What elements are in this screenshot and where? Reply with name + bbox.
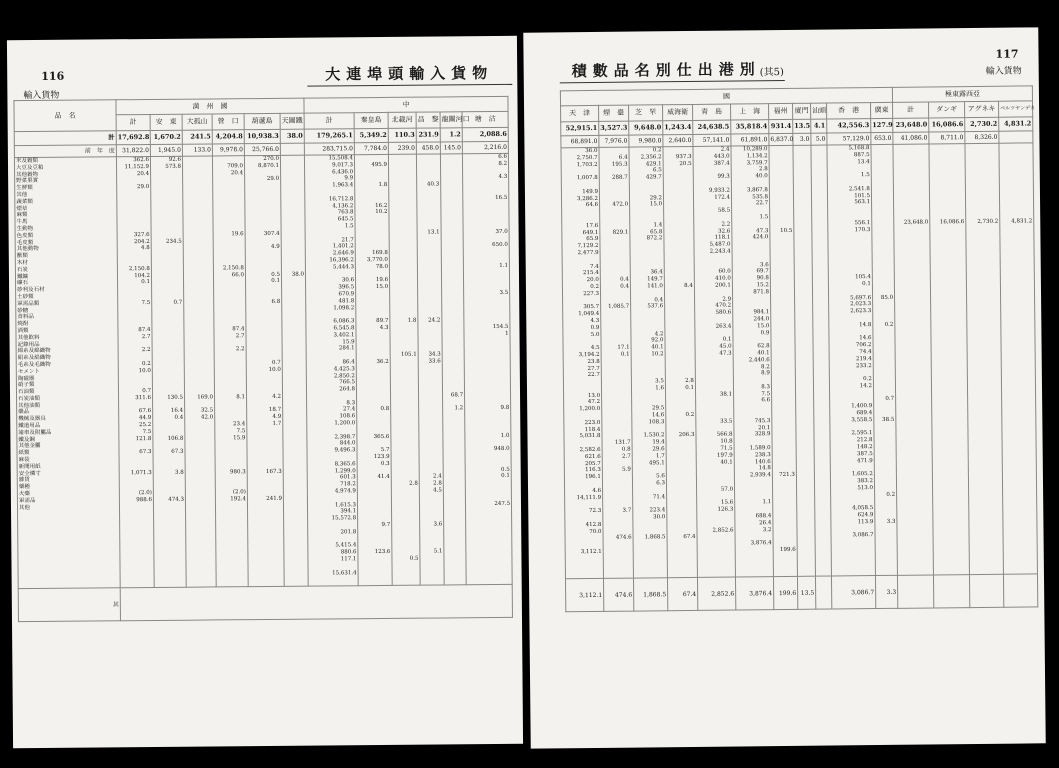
right-data-table [560, 85, 1038, 612]
item-header: 品 名 [14, 100, 116, 132]
value-column [150, 156, 186, 587]
column-values: 495.9 1.8 16.2 10.2 169.8 3,770.0 78.0 19.6 15.0 89.7 4.3 36.2 0.8 365.6 5.7 123.9 0.3 41.4 9.7 123.6 [366, 154, 391, 556]
prev-year-label: 前 年 度 [14, 145, 116, 158]
prev-cell: 133.0 [182, 144, 212, 156]
total-cell: 42,556.3 [827, 119, 871, 133]
prev-cell: 239.0 [388, 142, 416, 154]
total-cell: 241.5 [182, 130, 212, 144]
total-cell: 179,265.1 [304, 129, 354, 143]
col-header: 煙 臺 [599, 105, 629, 121]
footer-row [18, 584, 512, 621]
footer-cell: 3,086.7 [831, 576, 875, 609]
prev-cell: 6,837.0 [769, 133, 793, 145]
prev-cell: 61,891.0 [731, 134, 769, 146]
value-column [182, 156, 216, 587]
total-cell: 4.1 [811, 119, 827, 133]
item-label-column [14, 157, 120, 589]
total-cell: 3,527.3 [599, 121, 629, 135]
col-header: ダンギ [929, 102, 965, 118]
column-values: 709.0 20.4 19.6 2,150.8 66.0 87.4 2.7 2.2 8.1 23.4 7.5 15.9 980.3 (2.0) 192.4 [222, 156, 246, 503]
value-column [629, 147, 668, 578]
value-column [561, 147, 604, 578]
value-column [965, 143, 1004, 574]
prev-cell: 9,978.0 [212, 144, 244, 156]
prev-cell: 283,715.0 [304, 143, 354, 155]
prev-cell: 31,822.0 [116, 144, 150, 156]
column-values: 1.8 105.1 2.8 0.5 [400, 154, 419, 562]
right-running-head: 輸入貨物 [985, 66, 1022, 77]
total-cell: 52,915.1 [561, 121, 599, 135]
left-page-number: 116 [41, 69, 65, 83]
item-labels: 米及穀類 大豆及豆粕 其他穀物 野菜果實 生鮮類 其他 蔬菜類 煙草 麻類 牛馬 生動物 色皮類 毛皮類 其他動物 獸類 木材 石炭 鐵鑛 礦石 砂利及石材 土砂類 軍需品類 砂糖 食料品 燒酎 酒類 其他飲料 記錄用品 綿糸及綿織物 絹糸及絹織物 毛糸及毛織物 セメント 陶磁器 硝子類 石油類 石炭油類 其他油類 藥品 機械及器具 鐵道用品 諸車及附屬品 鐵及鋼 其他金屬 紙類 麻袋 新聞用紙 安全燐寸 雜貨 藥種 火藥 軍需品 其他 [15, 157, 52, 511]
value-column [999, 143, 1038, 574]
value-column [116, 156, 154, 587]
prev-cell: 2,640.0 [663, 134, 693, 146]
total-cell: 4,831.2 [999, 117, 1033, 131]
total-cell: 231.9 [416, 128, 440, 142]
total-cell: 1,243.4 [663, 120, 693, 134]
total-cell: 1,670.2 [150, 130, 182, 144]
total-cell: 4,204.8 [212, 130, 244, 144]
column-values: 85.0 0.2 0.7 38.5 0.2 3.3 [880, 144, 896, 525]
right-page [523, 27, 1045, 748]
column-values: 937.3 20.5 8.4 2.8 0.1 0.2 206.3 67.4 [675, 146, 696, 541]
left-page [7, 36, 523, 748]
prev-cell [280, 143, 304, 155]
value-column [893, 144, 934, 575]
value-column [693, 146, 736, 577]
value-column [731, 146, 774, 577]
prev-cell: 3.0 [793, 133, 811, 145]
column-values: 16,086.6 [939, 144, 968, 545]
col-header: 北載河 [388, 112, 416, 128]
total-cell: 2,730.2 [965, 117, 999, 131]
left-page-title: 大連埠頭輸入貨物 [325, 63, 494, 84]
value-column [354, 154, 392, 585]
footer-cell [897, 575, 933, 608]
value-column [827, 145, 876, 576]
footer-cell: 3,112.1 [565, 578, 603, 611]
column-values: 36.0 2,750.7 1,703.2 1,007.8 149.9 3,286.2 64.6 17.6 649.1 65.9 7,129.2 2,477.9 7.4 215.4 20.0 0.2 227.3 305.7 1,049.4 4.3 0.9 5.0 4.5 3,194.2 23.8 27.7 22.7 13.0 47.2 1,200.0 223.0 118.4 5,031.8 2,582.6 621.6 205.7 116.3 196.1 4.6 14,111.9 72.3 412.8 70.0 3,112.1 [576, 147, 602, 556]
col-header: 威海衛 [663, 104, 693, 120]
column-values: 40.3 13.1 24.2 34.3 33.6 2.4 2.8 4.5 3.6 5.1 [426, 154, 443, 555]
total-row-label: 計 [14, 131, 116, 146]
prev-cell [999, 131, 1033, 143]
column-values: 15,508.4 9,017.3 6,436.0 9.9 1,963.4 16,712.8 4,136.2 763.8 645.5 1.5 21.7 1,401.2 2,646.9 16,396.2 5,444.3 30.6 396.5 670.9 481.8 1,098.2 6,086.3 6,545.8 3,402.1 15.9 284.1 86.4 4,425.3 2,850.2 766.5 264.8 8.3 27.4 108.6 1,200.0 2,398.7 844.0 9,496.3 8,365.6 1,299.0 601.3 718.2 4,974.9 1,615.3 394.1 15,572.8 201.8 5,415.4 880.6 117.1 15,631.4 [328, 155, 357, 577]
region-header-manchuria: 満 州 國 [116, 98, 304, 115]
left-running-head: 輸入貨物 [23, 90, 60, 102]
value-column [929, 144, 970, 575]
col-header: 塘 沽 [462, 111, 508, 127]
footer-cell [969, 574, 1003, 607]
col-header: 秦皇島 [354, 112, 388, 128]
prev-cell: 68,891.0 [561, 135, 599, 147]
total-cell: 16,086.6 [929, 118, 965, 132]
footer-cell [933, 575, 969, 608]
total-cell: 1.2 [440, 128, 462, 142]
footer-cell: 2,852.6 [697, 577, 735, 610]
prev-cell: 5.0 [811, 133, 827, 145]
prev-cell: 8,326.0 [965, 131, 999, 143]
total-cell: 127.9 [871, 118, 893, 132]
column-values: 4,831.2 [1011, 143, 1036, 544]
col-header: 香 港 [827, 103, 871, 119]
col-header: 廈門 [793, 103, 811, 119]
right-page-number: 117 [995, 47, 1019, 61]
col-header: 上 海 [731, 104, 769, 120]
col-header: 芝 罘 [629, 105, 663, 121]
column-values: 169.0 32.5 42.0 [197, 156, 214, 496]
total-cell: 35,818.4 [731, 120, 769, 134]
prev-cell: 57,129.0 [827, 133, 871, 145]
total-cell: 5,349.2 [354, 128, 388, 142]
prev-cell: 8,711.0 [929, 132, 965, 144]
col-header: 計 [116, 114, 150, 130]
region-header-china: 中 [304, 96, 508, 113]
column-values: 6.4 195.3 288.7 472.0 829.1 0.4 0.4 1,085.7 17.1 0.1 131.7 0.8 2.7 5.9 3.7 474.6 [608, 147, 632, 542]
total-cell: 23,648.0 [893, 118, 929, 132]
footer-cell: 13.5 [797, 576, 815, 609]
prev-cell: 145.0 [440, 142, 462, 154]
column-values: 38.0 [291, 155, 306, 502]
total-cell: 10,938.3 [244, 129, 280, 143]
value-column [599, 147, 634, 578]
total-cell: 13.5 [793, 119, 811, 133]
prev-cell: 57,141.0 [693, 134, 731, 146]
item-rows [14, 153, 512, 588]
footer-cell: 67.4 [667, 577, 697, 610]
region-header-far-east-russia: 極東露西亞 [892, 86, 1032, 102]
prev-cell: 7,784.0 [354, 142, 388, 154]
footer-label: 其 [18, 588, 120, 622]
column-values: 2,730.2 [977, 143, 1002, 544]
col-header: 廣東 [871, 102, 893, 118]
value-column [212, 156, 248, 587]
prev-cell: 1,945.0 [150, 144, 182, 156]
column-values: 5,168.8 887.5 13.4 1.5 2,541.8 101.5 563.1 556.1 170.3 105.4 0.1 5,697.6 2,023.3 2,623.3 14.8 14.6 706.2 74.4 219.4 233.2 0.2 14.2 1,400.9 689.4 3,558.5 2,595.1 212.8 148.2 387.5 471.9 1,605.2 383.2 513.0 4,058.5 624.9 113.9 3,086.7 [848, 145, 874, 539]
col-header: 福州 [769, 103, 793, 119]
footer-row [565, 574, 1037, 612]
total-cell: 9,648.0 [629, 121, 663, 135]
column-values: 10,289.0 1,134.2 3,759.7 2.8 40.0 3,867.8 535.8 22.7 1.5 47.3 424.0 3.6 69.7 90.8 15.2 871.8 984.1 244.0 15.0 0.9 62.8 40.1 2,440.6 8.2 8.9 8.3 7.5 6.6 745.3 20.1 328.9 1,589.0 238.3 140.6 14.8 2,939.4 1.1 688.4 26.4 3.2 3,876.4 [742, 146, 772, 547]
column-values: 92.6 573.8 234.5 0.7 130.5 16.4 0.4 106.8 67.3 3.8 474.3 [165, 156, 184, 503]
value-column [663, 146, 698, 577]
col-header: 計 [304, 113, 354, 129]
right-page-title: 積數品名別仕出港別 [571, 60, 761, 81]
prev-cell: 7,976.0 [599, 135, 629, 147]
column-values: 2.4 443.0 387.4 99.3 9,933.2 172.4 58.5 2.2 32.6 118.1 5,487.0 2,243.4 60.0 410.0 200.1 2.9 470.2 580.6 263.4 0.1 45.0 47.3 38.1 33.5 566.8 10.8 71.5 197.9 40.1 57.0 15.6 126.3 2,852.6 [708, 146, 734, 534]
col-header: 營 口 [212, 114, 244, 130]
col-header: 大孤山 [182, 114, 212, 130]
col-header: ペルツヤンデカ [999, 101, 1033, 117]
value-column [304, 155, 358, 586]
total-cell: 931.4 [769, 119, 793, 133]
column-values: 68.7 1.2 [450, 154, 464, 501]
footer-cell: 199.6 [773, 576, 797, 609]
col-header: 汕頭 [811, 103, 827, 119]
column-values: 23,648.0 [903, 144, 932, 545]
column-values: 10.5 721.3 199.6 [779, 145, 796, 554]
col-header: 青 島 [693, 104, 731, 120]
footer-cell [815, 576, 831, 609]
footer-cell: 3,876.4 [735, 577, 773, 610]
footer-cell: 1,868.5 [633, 578, 667, 611]
item-rows [561, 143, 1038, 579]
col-header: 計 [893, 102, 929, 118]
col-header: 安 東 [150, 114, 182, 130]
column-values: 0.2 2,356.2 429.1 6.5 429.7 29.2 15.0 1.4 65.8 872.2 36.4 149.7 141.0 0.4 537.6 4.2 92.0 40.1 10.2 3.5 1.6 29.5 14.6 108.3 1,530.2 19.4 29.6 1.7 495.1 5.6 6.3 71.4 223.4 30.0 1,868.5 [640, 147, 666, 541]
col-header: 龍關河口 [440, 112, 462, 128]
prev-cell: 25,766.0 [244, 143, 280, 155]
total-cell: 17,692.8 [116, 130, 150, 144]
column-values: 362.6 11,152.9 20.4 29.0 327.6 204.2 4.8 2,150.8 104.2 0.1 7.5 87.4 2.7 2.2 0.2 10.0 0.7 311.6 67.6 44.9 25.2 7.5 121.8 67.3 1,071.3 (2.0) 988.6 [124, 157, 152, 503]
right-title-suffix: (其5) [759, 66, 784, 79]
column-values: 6.6 8.2 4.3 16.5 37.0 650.0 1.1 3.5 154.5 1 9.8 1.0 948.0 0.5 0.1 247.5 [492, 153, 511, 507]
prev-cell: 41,086.0 [893, 132, 929, 144]
col-header: 天圖鐵 [280, 113, 304, 129]
value-column [244, 155, 284, 586]
total-cell: 24,638.5 [693, 120, 731, 134]
left-data-table [13, 96, 513, 622]
prev-cell: 458.0 [416, 142, 440, 154]
prev-cell: 9,980.0 [629, 135, 663, 147]
region-header-china: 國 [560, 87, 892, 105]
prev-cell: 653.0 [871, 132, 893, 144]
col-header: 葫蘆島 [244, 113, 280, 129]
total-cell: 38.0 [280, 129, 304, 143]
value-column [462, 153, 512, 584]
column-values: 270.0 8,870.1 29.0 307.4 4.9 0.5 0.1 6.8 0.7 10.0 4.2 18.7 4.9 1.7 167.3 241.9 [258, 155, 282, 502]
footer-cell [1003, 574, 1037, 607]
footer-spacer [120, 584, 512, 620]
col-header: アグネキ [965, 101, 999, 117]
prev-cell: 2,216.0 [462, 141, 508, 153]
footer-cell: 3.3 [875, 575, 897, 608]
total-cell: 110.3 [388, 128, 416, 142]
value-column [388, 154, 420, 585]
total-cell: 2,088.6 [462, 127, 508, 141]
footer-cell: 474.6 [603, 578, 633, 611]
col-header: 昌 黎 [416, 112, 440, 128]
col-header: 天 津 [561, 105, 599, 121]
